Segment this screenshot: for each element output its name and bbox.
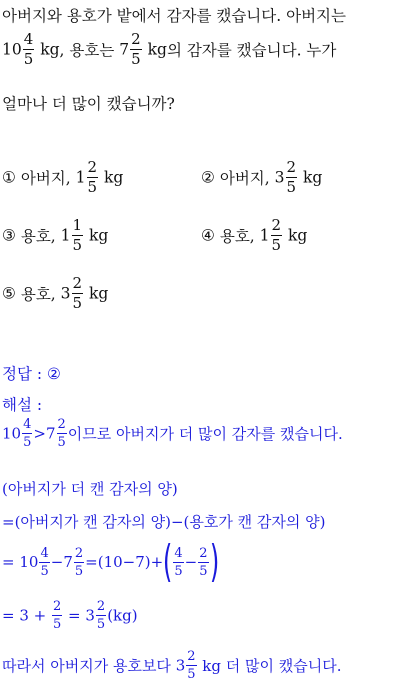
calc2-start: = 3 + — [2, 606, 51, 625]
calc2-numerator: 2 — [52, 599, 62, 614]
choice-fraction — [271, 218, 283, 253]
compare-lhs-numerator: 4 — [23, 417, 32, 432]
choice-fraction — [87, 160, 99, 195]
choice-marker: ① — [2, 168, 16, 187]
calc1-b-numerator: 2 — [74, 545, 84, 561]
choice-numerator: 2 — [286, 158, 297, 176]
choice-who: 용호, — [20, 285, 61, 304]
choice-1[interactable] — [2, 160, 123, 195]
answer-value: ② — [47, 365, 61, 383]
calc1-integer-part: (10−7)+ — [97, 553, 164, 571]
calc2-unit: (kg) — [107, 606, 138, 625]
choice-who: 용호, — [219, 227, 260, 246]
calc1-close-paren: ) — [209, 536, 219, 587]
yongho-fraction — [130, 32, 142, 67]
choice-2[interactable] — [201, 160, 322, 195]
choice-unit: kg — [89, 284, 109, 303]
calc1-b-whole: 7 — [63, 553, 73, 571]
choice-numerator: 2 — [72, 274, 83, 292]
amount-line: (아버지가 더 캔 감자의 양) — [2, 480, 178, 498]
final-numerator: 2 — [187, 649, 196, 664]
choice-marker: ③ — [2, 226, 16, 245]
father-fraction — [23, 32, 35, 67]
choice-unit: kg — [288, 226, 308, 245]
final-pre: 따라서 아버지가 용호보다 — [2, 657, 176, 675]
choice-fraction — [72, 276, 84, 311]
calc2-eq: = 3 — [63, 606, 95, 625]
choice-denominator: 5 — [72, 236, 83, 254]
final-denominator: 5 — [187, 667, 196, 682]
choice-numerator: 1 — [72, 216, 83, 234]
calc1-a-numerator: 4 — [40, 545, 49, 561]
calc2-result-fraction — [96, 600, 106, 631]
yongho-denominator: 5 — [131, 50, 141, 68]
question-line-3: 얼마나 더 많이 캤습니까? — [2, 95, 175, 113]
choice-unit: kg — [302, 168, 323, 187]
compare-lhs-fraction — [22, 418, 32, 449]
question-line-2 — [2, 32, 398, 67]
yongho-numerator: 2 — [131, 30, 141, 48]
unit-label: kg — [40, 40, 60, 59]
calc1-open-paren: ( — [163, 536, 173, 587]
choice-who: 용호, — [20, 227, 61, 246]
calc1-eq-start: = — [2, 553, 15, 571]
calc1-a-fraction — [39, 547, 49, 578]
calc1-b-fraction — [74, 547, 84, 578]
question-line-1: 아버지와 용호가 밭에서 감자를 캤습니다. 아버지는 — [2, 7, 346, 25]
compare-operator: > — [33, 424, 46, 443]
calc2-denominator: 5 — [52, 617, 62, 632]
answer-label: 정답 : — [2, 365, 48, 383]
choice-marker: ⑤ — [2, 284, 16, 303]
explanation-label: 해설 : — [2, 396, 43, 414]
calc1-p-fraction-2 — [198, 547, 208, 578]
choice-numerator: 2 — [87, 158, 98, 176]
calc1-p-numerator-1: 4 — [174, 545, 183, 561]
choice-fraction — [72, 218, 84, 253]
choice-5[interactable] — [2, 276, 108, 311]
choice-who: 아버지, — [20, 169, 76, 188]
question-mid-text: , 용호는 — [59, 41, 120, 60]
final-fraction — [186, 650, 196, 681]
calc2-fraction — [52, 600, 62, 631]
calc1-p-minus: − — [184, 553, 198, 571]
choice-marker: ④ — [201, 226, 215, 245]
calc1-eq: = — [85, 553, 98, 571]
unit-label: kg — [147, 40, 167, 59]
choice-4[interactable] — [201, 218, 307, 253]
final-post: kg 더 많이 캤습니다. — [197, 657, 342, 675]
final-whole: 3 — [175, 656, 186, 675]
choice-numerator: 2 — [271, 216, 282, 234]
compare-lhs-whole: 10 — [2, 424, 22, 443]
formula-line: =(아버지가 캔 감자의 양)−(용호가 캔 감자의 양) — [2, 513, 326, 531]
calc1-a-whole: 10 — [19, 553, 39, 571]
choice-whole: 1 — [259, 226, 270, 245]
calc1-p-denominator-1: 5 — [174, 563, 183, 579]
calc1-a-denominator: 5 — [40, 563, 49, 579]
calc1-p-denominator-2: 5 — [199, 563, 208, 579]
choice-unit: kg — [89, 226, 109, 245]
father-denominator: 5 — [23, 50, 34, 68]
answer-line — [2, 362, 61, 384]
comparison-line — [2, 418, 343, 449]
choice-whole: 3 — [60, 284, 71, 303]
choice-denominator: 5 — [72, 294, 83, 312]
calc2-result-denominator: 5 — [96, 617, 106, 632]
calc1-b-denominator: 5 — [74, 563, 84, 579]
calc1-p-fraction-1 — [173, 547, 183, 578]
choice-whole: 1 — [60, 226, 71, 245]
compare-rhs-denominator: 5 — [57, 435, 66, 450]
question-tail-text: 의 감자를 캤습니다. 누가 — [166, 41, 337, 60]
choice-fraction — [286, 160, 298, 195]
choice-3[interactable] — [2, 218, 108, 253]
compare-rhs-numerator: 2 — [57, 417, 66, 432]
father-numerator: 4 — [23, 30, 34, 48]
choice-denominator: 5 — [87, 178, 98, 196]
calc-line-1 — [2, 536, 219, 587]
calc1-minus: − — [50, 553, 64, 571]
choice-unit: kg — [103, 168, 124, 187]
choice-denominator: 5 — [286, 178, 297, 196]
final-line — [2, 650, 342, 681]
choice-whole: 3 — [274, 168, 285, 187]
choice-who: 아버지, — [219, 169, 275, 188]
calc-line-2 — [2, 600, 138, 631]
calc1-p-numerator-2: 2 — [199, 545, 208, 561]
compare-rhs-whole: 7 — [45, 424, 56, 443]
choice-marker: ② — [201, 168, 215, 187]
choice-whole: 1 — [75, 168, 86, 187]
compare-rhs-fraction — [57, 418, 67, 449]
choice-denominator: 5 — [271, 236, 282, 254]
compare-lhs-denominator: 5 — [23, 435, 32, 450]
father-whole: 10 — [2, 40, 22, 59]
compare-text: 이므로 아버지가 더 많이 감자를 캤습니다. — [67, 425, 343, 443]
yongho-whole: 7 — [119, 40, 130, 59]
calc2-result-numerator: 2 — [96, 599, 106, 614]
